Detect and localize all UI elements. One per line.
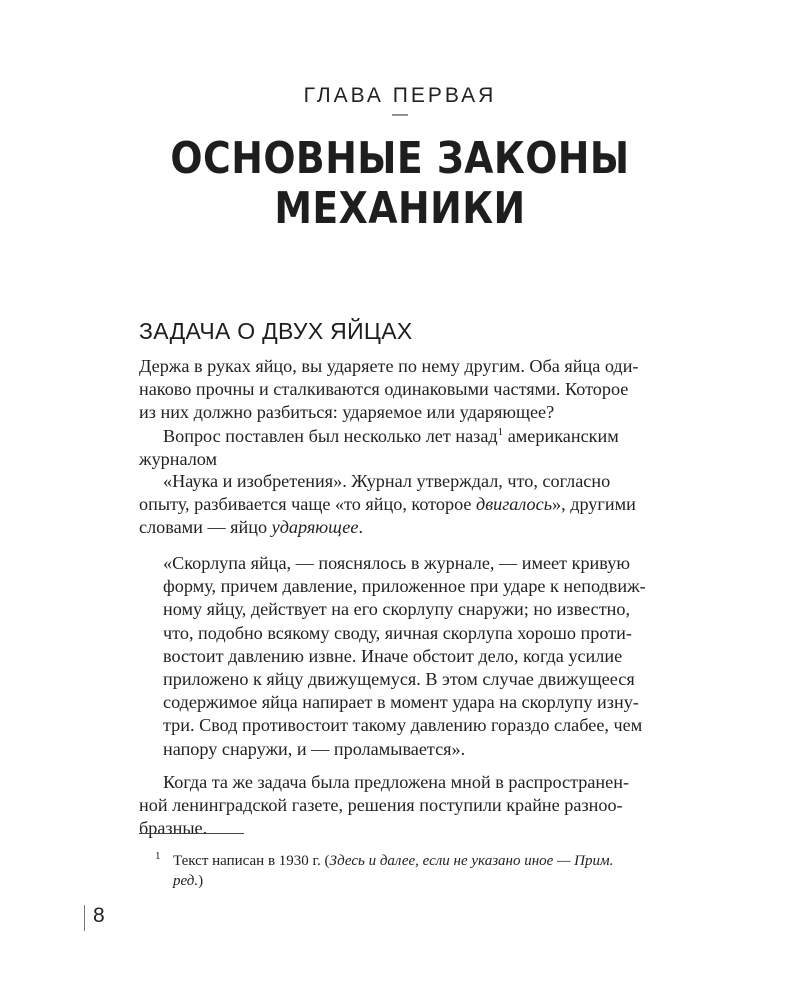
emphasis: ред. [173,873,199,889]
text-line: бразные. [139,818,208,839]
text-line [139,493,731,516]
text-span: », другими [552,494,636,515]
text-span: словами — яйцо [139,517,272,538]
quote-line: что, подобно всякому своду, яичная скорлупа хорошо проти- [163,622,632,643]
emphasis: двигалось [476,494,552,515]
text-span: ) [198,873,204,889]
quote-line: востоит давлению извне. Иначе обстоит дело, когда усилие [163,645,623,666]
page-number: 8 [93,904,105,927]
quote-line: три. Свод противостоит такому давлению гораздо слабее, чем [163,715,643,736]
quote-line: приложено к яйцу движущемуся. В этом случае движущееся [163,669,635,690]
paragraph-4 [139,771,731,841]
text-line: наково прочны и сталкиваются одинаковыми частями. Которое [139,379,629,400]
text-span: . [358,517,363,538]
text-line [139,516,731,539]
text-line: ной ленинградской газете, решения поступили крайне разноо- [139,795,623,816]
chapter-title-line: МЕХАНИКИ [274,183,526,234]
footnote [155,851,735,891]
text-line: «Наука и изобретения». Журнал утверждал, что, согласно [163,471,611,491]
paragraph-3 [139,470,731,540]
chapter-title-line: ОСНОВНЫЕ ЗАКОНЫ [170,133,630,184]
paragraph-1 [139,355,731,425]
quote-line: форму, причем давление, приложенное при ударе к неподвиж- [163,576,646,597]
text-line [139,425,731,448]
text-span: американским [503,426,619,446]
text-line: из них должно разбиться: ударяемое или ударяющее? [139,402,555,423]
emphasis: Здесь и далее, если не указано иное — Прим. [329,853,614,869]
footnote-divider [139,833,244,834]
text-span: Вопрос поставлен был несколько лет назад [163,426,498,446]
chapter-title [108,134,693,234]
quote-line: «Скорлупа яйца, — пояснялось в журнале, — имеет кривую [163,553,630,573]
emphasis: ударяющее [271,517,359,538]
text-line: Когда та же задача была предложена мной в распространен- [163,772,630,792]
footnote-line: 1 Текст написан в 1930 г. (Здесь и далее, если не указано иное — Прим. [155,850,614,869]
section-heading: ЗАДАЧА О ДВУХ ЯЙЦАХ [139,318,413,344]
text-span: опыту, разбивается чаще «то яйцо, которое [139,494,477,515]
quote-line: ному яйцу, действует на его скорлупу снаружи; но известно, [163,599,631,620]
page-number-rule [84,905,85,931]
footnote-line [155,871,735,891]
paragraph-2 [139,425,731,471]
chapter-label: ГЛАВА ПЕРВАЯ [303,84,497,107]
text-line: Держа в руках яйцо, вы ударяете по нему другим. Оба яйца оди- [139,356,639,376]
text-line: журналом [139,449,218,470]
block-quote [163,552,731,761]
quote-line: напору снаружи, и — проламывается». [163,738,466,759]
chapter-dash: — [392,106,408,123]
text-span: Текст написан в 1930 г. ( [173,853,330,869]
quote-line: содержимое яйца напирает в момент удара на скорлупу изну- [163,692,639,713]
footnote-ref: 1 [497,425,504,438]
